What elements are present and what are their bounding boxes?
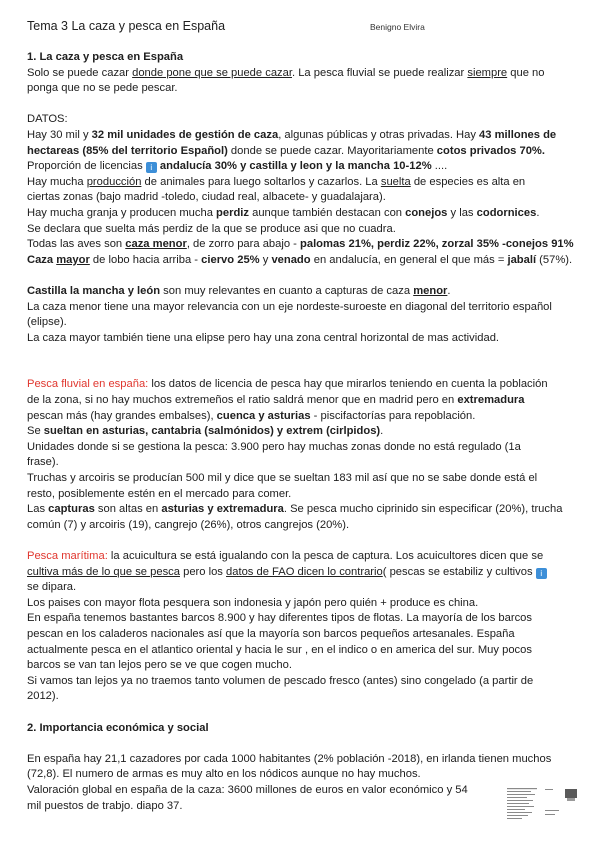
paragraph-line: En españa hay 21,1 cazadores por cada 1000 habitantes (2% población -2018), en irlanda tienen muchos xyxy=(27,752,552,765)
paragraph-line: Proporción de licencias i andalucía 30% y castilla y leon y la mancha 10-12% .... xyxy=(27,160,448,173)
paragraph-line: barcos se van tan lejos pero se ve que cogen mucho. xyxy=(27,659,292,672)
paragraph-line: pescan en los caladeros nacionales así que la mayoría son barcos pequeños artesanales. España xyxy=(27,627,515,640)
paragraph-line: se dipara. xyxy=(27,581,77,594)
paragraph-line: Se declara que suelta más perdiz de la que se produce asi que no cuadra. xyxy=(27,222,396,235)
paragraph-line: En españa tenemos bastantes barcos 8.900 y hay diferentes tipos de flotas. La mayoría de los barcos xyxy=(27,612,532,625)
paragraph-line: Hay mucha producción de animales para luego soltarlos y cazarlos. La suelta de especies es alta en xyxy=(27,175,526,188)
paragraph-line: Caza mayor de lobo hacia arriba - ciervo 25% y venado en andalucía, en general el que más = jabalí (57%). xyxy=(27,253,573,266)
author-name: Benigno Elvira xyxy=(370,22,425,32)
paragraph-line: Truchas y arcoiris se producían 500 mil y dice que se sueltan 183 mil así que no se sabe donde está el xyxy=(27,472,538,485)
paragraph-line: Todas las aves son caza menor, de zorro para abajo - palomas 21%, perdiz 22%, zorzal 35% -conejos 91% xyxy=(27,238,574,251)
paragraph-line: Unidades donde si se gestiona la pesca: 3.900 pero hay muchas zonas donde no está regulado (1a xyxy=(27,440,521,453)
pesca-fluvial-label: Pesca fluvial en españa: xyxy=(27,378,149,391)
paragraph-line: Valoración global en españa de la caza: 3600 millones de euros en valor económico y 54 xyxy=(27,783,468,796)
paragraph-line: (72,8). El numero de armas es muy alto en los nódicos aunque no hay muchos. xyxy=(27,768,421,781)
slide-thumbnail-image xyxy=(505,786,581,824)
section-2-heading: 2. Importancia económica y social xyxy=(27,721,209,734)
paragraph-line: (elipse). xyxy=(27,316,67,329)
paragraph-line: Pesca marítima: la acuicultura se está igualando con la pesca de captura. Los acuicultores dicen que se xyxy=(27,550,544,562)
datos-heading: DATOS: xyxy=(27,113,68,126)
paragraph-line: Los paises con mayor flota pesquera son indonesia y japón pero quién + produce es china. xyxy=(27,596,479,609)
paragraph-line: frase). xyxy=(27,456,59,469)
paragraph-line: Pesca fluvial en españa: los datos de licencia de pesca hay que mirarlos teniendo en cuenta la población xyxy=(27,378,548,391)
paragraph-line: Hay mucha granja y producen mucha perdiz aunque también destacan con conejos y las codornices. xyxy=(27,206,540,219)
document-body xyxy=(27,50,577,814)
paragraph-line: 2012). xyxy=(27,690,59,703)
paragraph-line: Se sueltan en asturias, cantabria (salmónidos) y extrem (cirlpidos). xyxy=(27,425,384,438)
paragraph-line: Si vamos tan lejos ya no traemos tanto volumen de pescado fresco (antes) sino congelado (a partir de xyxy=(27,674,534,687)
section-1-heading: 1. La caza y pesca en España xyxy=(27,51,184,63)
paragraph-line: Castilla la mancha y león son muy relevantes en cuanto a capturas de caza menor. xyxy=(27,284,451,297)
paragraph-line: La caza menor tiene una mayor relevancia con un eje nordeste-suroeste en diagonal del territorio español xyxy=(27,300,552,313)
paragraph-line: mil puestos de trabjo. diapo 37. xyxy=(27,799,183,812)
paragraph-line: resto, posiblemente estén en el mercado para comer. xyxy=(27,487,292,500)
document-title: Tema 3 La caza y pesca en España xyxy=(27,19,226,33)
paragraph-line: Solo se puede cazar donde pone que se puede cazar. La pesca fluvial se puede realizar siempre que no xyxy=(27,66,545,79)
paragraph-line: Hay 30 mil y 32 mil unidades de gestión de caza, algunas públicas y otras privadas. Hay 43 millones de xyxy=(27,128,557,141)
paragraph-line: Las capturas son altas en asturias y extremadura. Se pesca mucho ciprinido sin especificar (20%), trucha xyxy=(27,503,563,516)
paragraph-line: común (7) y arcoiris (19), cangrejo (26%), otros cangrejos (20%). xyxy=(27,518,350,531)
paragraph-line: ciertas zonas (bajo madrid -toledo, ciudad real, albacete- y guadalajara). xyxy=(27,191,386,204)
paragraph-line: cultiva más de lo que se pesca pero los datos de FAO dicen lo contrario( pescas se estabiliz y cultivos i xyxy=(27,565,577,581)
pesca-maritima-label: Pesca marítima: xyxy=(27,550,108,562)
paragraph-line: de la zona, si no hay muchos extremeños el ratio saldrá menor que en madrid pero en extremadura xyxy=(27,394,525,407)
paragraph-line: actualmente pesca en el atlantico oriental y hacia le sur , en el indico o en america del sur. Muy pocos xyxy=(27,643,532,656)
paragraph-line: hectareas (85% del territorio Español) donde se puede cazar. Mayoritariamente cotos privados 70%. xyxy=(27,144,545,157)
information-icon: i xyxy=(536,568,547,579)
paragraph-line: pescan más (hay grandes embalses), cuenca y asturias - piscifactorías para repoblación. xyxy=(27,409,476,422)
paragraph-line: La caza mayor también tiene una elipse pero hay una zona central horizontal de mas actividad. xyxy=(27,331,500,344)
paragraph-line: ponga que no se pede pescar. xyxy=(27,82,178,95)
information-icon: i xyxy=(146,162,157,173)
